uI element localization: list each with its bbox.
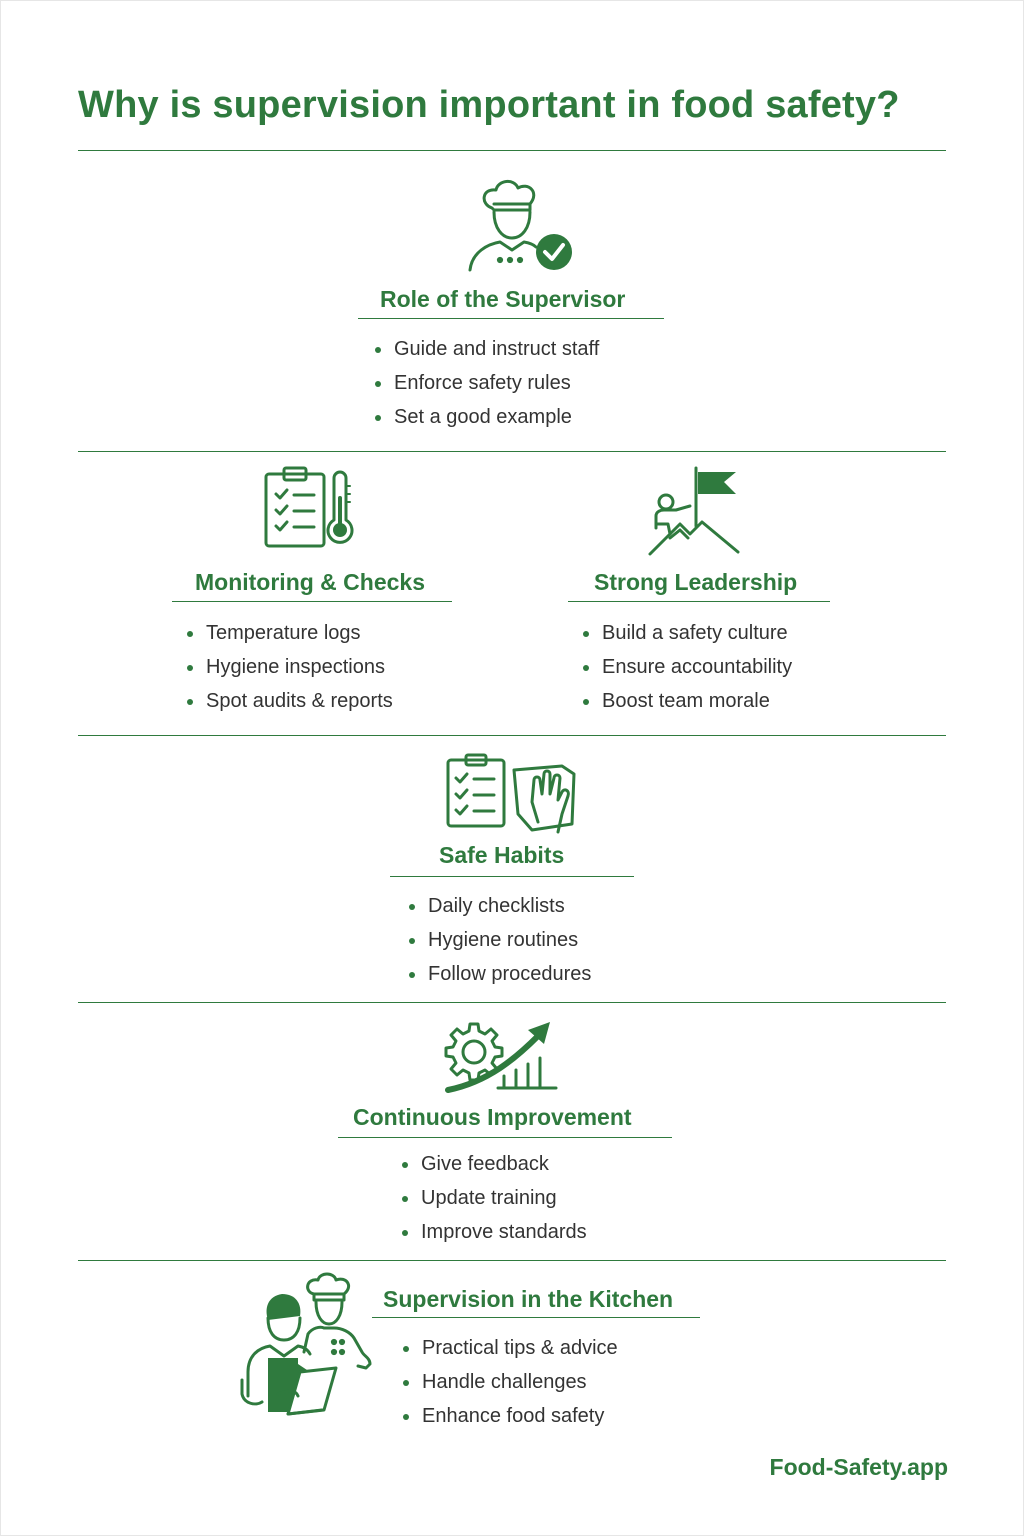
list-item: Give feedback xyxy=(401,1147,587,1181)
list-item: Enhance food safety xyxy=(402,1399,618,1433)
section-title: Role of the Supervisor xyxy=(380,286,626,312)
section-title: Strong Leadership xyxy=(594,569,798,595)
climber-flag-icon xyxy=(646,464,742,556)
list-item: Hygiene routines xyxy=(408,923,591,957)
list-item: Update training xyxy=(401,1181,587,1215)
list-item: Temperature logs xyxy=(186,616,393,650)
title-underline xyxy=(390,876,634,877)
title-underline xyxy=(372,1317,700,1318)
divider xyxy=(78,451,946,452)
divider xyxy=(78,735,946,736)
page-title: Why is supervision important in food safety? xyxy=(78,84,900,126)
chef-check-icon xyxy=(462,180,578,276)
list-item: Practical tips & advice xyxy=(402,1331,618,1365)
list-item: Set a good example xyxy=(374,400,599,434)
clipboard-thermometer-icon xyxy=(262,464,358,552)
list-item: Improve standards xyxy=(401,1215,587,1249)
section-title: Monitoring & Checks xyxy=(195,569,426,595)
divider xyxy=(78,150,946,151)
section-title: Supervision in the Kitchen xyxy=(383,1286,674,1312)
bullet-list xyxy=(401,1147,587,1249)
list-item: Hygiene inspections xyxy=(186,650,393,684)
title-underline xyxy=(172,601,452,602)
list-item: Guide and instruct staff xyxy=(374,332,599,366)
list-item: Spot audits & reports xyxy=(186,684,393,718)
title-underline xyxy=(568,601,830,602)
kitchen-staff-icon xyxy=(238,1272,378,1422)
title-underline xyxy=(358,318,664,319)
list-item: Daily checklists xyxy=(408,889,591,923)
list-item: Boost team morale xyxy=(582,684,792,718)
divider xyxy=(78,1002,946,1003)
bullet-list xyxy=(186,616,393,718)
checklist-glove-icon xyxy=(444,752,580,836)
bullet-list xyxy=(374,332,599,434)
list-item: Ensure accountability xyxy=(582,650,792,684)
list-item: Handle challenges xyxy=(402,1365,618,1399)
bullet-list xyxy=(582,616,792,718)
list-item: Follow procedures xyxy=(408,957,591,991)
section-title: Safe Habits xyxy=(439,842,565,868)
divider xyxy=(78,1260,946,1261)
bullet-list xyxy=(408,889,591,991)
list-item: Enforce safety rules xyxy=(374,366,599,400)
list-item: Build a safety culture xyxy=(582,616,792,650)
bullet-list xyxy=(402,1331,618,1433)
section-title: Continuous Improvement xyxy=(353,1104,632,1130)
site-brand: Food-Safety.app xyxy=(769,1454,948,1480)
gear-growth-icon xyxy=(440,1018,560,1094)
title-underline xyxy=(338,1137,672,1138)
